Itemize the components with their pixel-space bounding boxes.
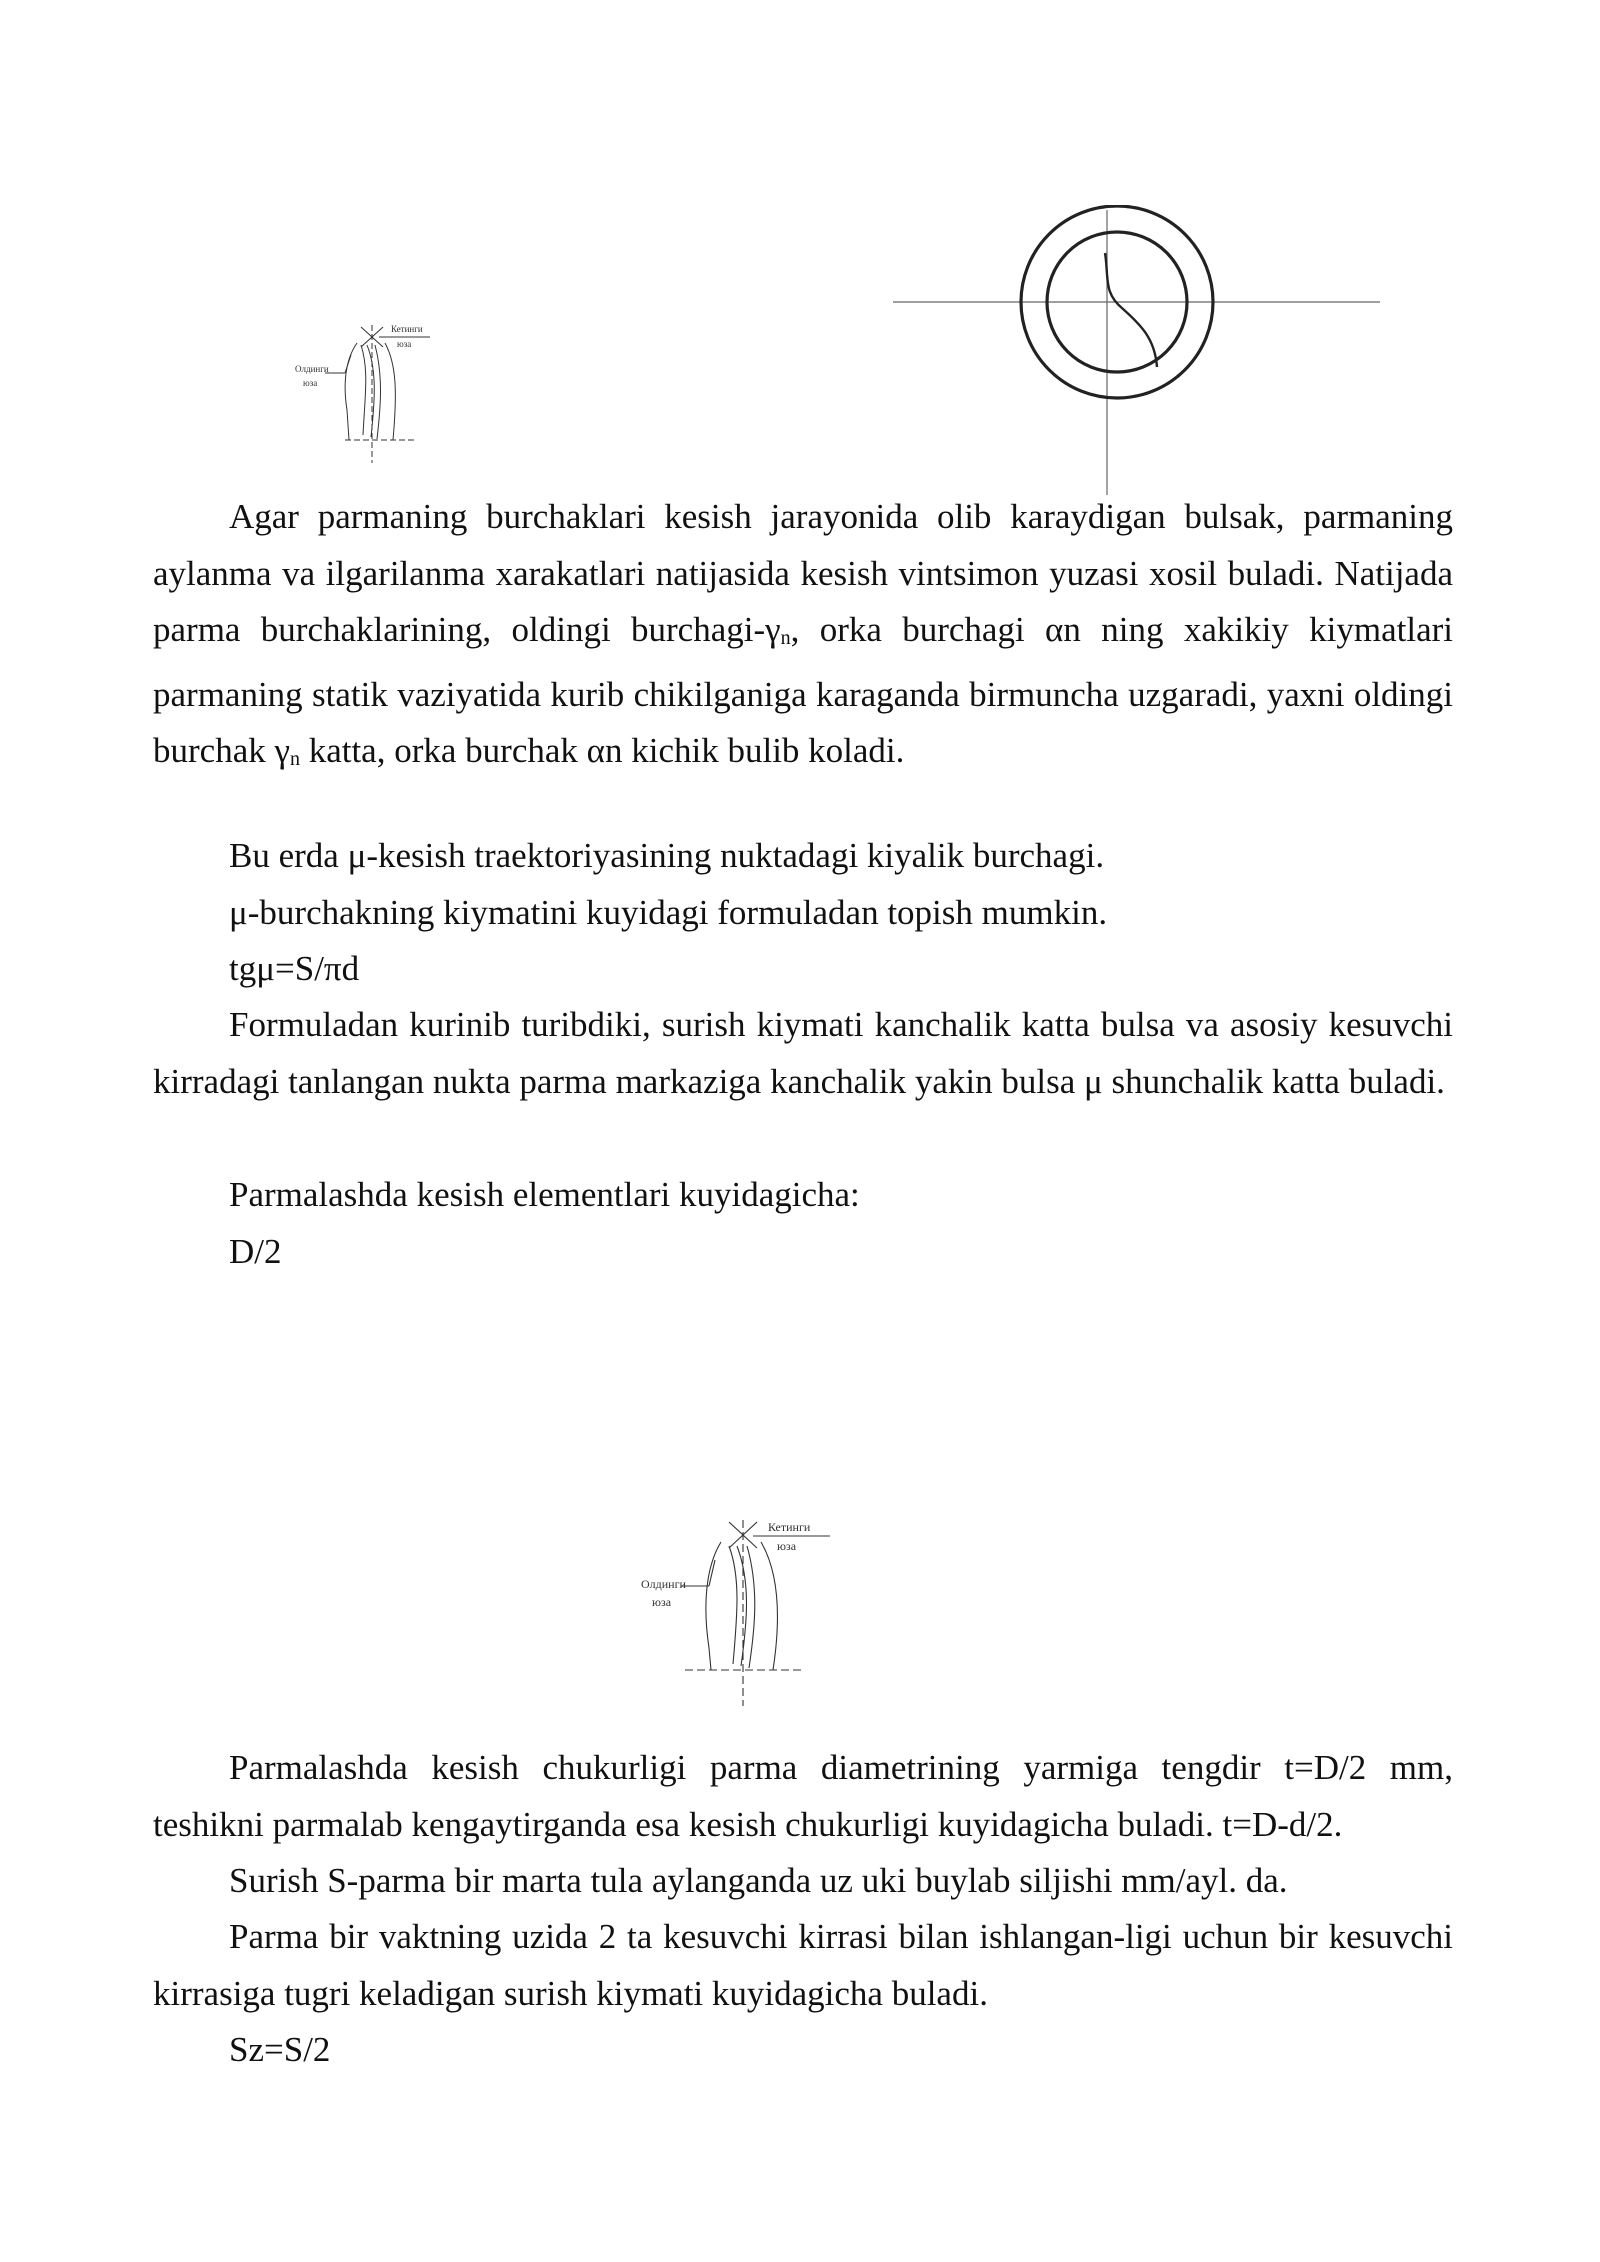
p1-text-b: , orka burchagi bbox=[790, 610, 1046, 649]
formula-sz: Sz=S/2 bbox=[229, 2030, 331, 2069]
text-line-feed-definition: Surish S-parma bir marta tula aylanganda uz uki buylab siljishi mm/ayl. da. bbox=[229, 1861, 1288, 1900]
p3-text: Parmalashda kesish chukurligi parma diametrining yarmiga tengdir t=D/2 mm, teshikni parmalab kengaytirganda esa kesish chukurligi kuyidagicha buladi. t=D-d/2. bbox=[153, 1748, 1453, 1844]
paragraph-feed-per-edge bbox=[153, 1909, 1453, 2022]
gamma-symbol: γ bbox=[765, 610, 781, 649]
p2-text: Formuladan kurinib turibdiki, surish kiymati kanchalik katta bulsa va asosiy kesuvchi kirradagi tanlangan nukta parma markaziga kanchalik yakin bulsa μ shunchalik katta buladi. bbox=[153, 1005, 1453, 1101]
paragraph-cutting-depth bbox=[153, 1740, 1453, 1853]
drill-small-label-top-2: юза bbox=[397, 339, 412, 349]
gamma-symbol: γ bbox=[274, 731, 290, 770]
alpha-symbol: αn bbox=[1045, 610, 1081, 649]
p1-text-c: ning xakikiy kiymatlari parmaning statik vaziyatida kurib chikilganiga karaganda birmuncha uzgaradi, yaxni oldingi burchak bbox=[153, 610, 1454, 770]
drill-large-label-top-1: Кетинги bbox=[768, 1520, 811, 1534]
text-line-mu-formula-intro: μ-burchakning kiymatini kuyidagi formuladan topish mumkin. bbox=[229, 893, 1108, 932]
gamma-subscript: n bbox=[289, 748, 300, 770]
paragraph-angles-change bbox=[153, 489, 1453, 788]
alpha-symbol: αn bbox=[586, 731, 623, 770]
paragraph-formula-conclusion bbox=[153, 997, 1453, 1110]
drill-small-label-left-2: юза bbox=[303, 378, 318, 388]
formula-tg-mu: tgμ=S/πd bbox=[229, 949, 360, 988]
drill-small-label-top-1: Кетинги bbox=[391, 324, 423, 334]
p1-text-d: katta, orka burchak bbox=[299, 731, 587, 770]
drill-small-label-left-1: Олдинги bbox=[295, 364, 329, 374]
text-line-d-half: D/2 bbox=[229, 1232, 282, 1271]
p5-text: Parma bir vaktning uzida 2 ta kesuvchi kirrasi bilan ishlangan-ligi uchun bir kesuvchi kirrasiga tugri keladigan surish kiymati kuyidagicha buladi. bbox=[153, 1917, 1453, 2013]
drill-large-label-left-2: юза bbox=[652, 1595, 672, 1609]
drill-cross-section-figure bbox=[885, 205, 1385, 495]
drill-figure-large bbox=[635, 1508, 845, 1708]
p1-text-e: kichik bulib koladi. bbox=[622, 731, 905, 770]
gamma-subscript: n bbox=[780, 627, 791, 649]
text-line-mu-definition: Bu erda μ-kesish traektoriyasining nuktadagi kiyalik burchagi. bbox=[229, 836, 1105, 875]
drill-large-label-left-1: Олдинги bbox=[641, 1577, 686, 1591]
text-line-cutting-elements: Parmalashda kesish elementlari kuyidagicha: bbox=[229, 1175, 860, 1214]
drill-figure-small bbox=[285, 315, 445, 465]
drill-large-label-top-2: юза bbox=[777, 1539, 797, 1553]
p1-text-a: Agar parmaning burchaklari kesish jarayonida olib karaydigan bulsak, parmaning aylanma va ilgarilanma xarakatlari natijasida kesish vintsimon yuzasi xosil buladi. Natijada parma burchaklarining, oldingi burchagi- bbox=[153, 497, 1453, 649]
